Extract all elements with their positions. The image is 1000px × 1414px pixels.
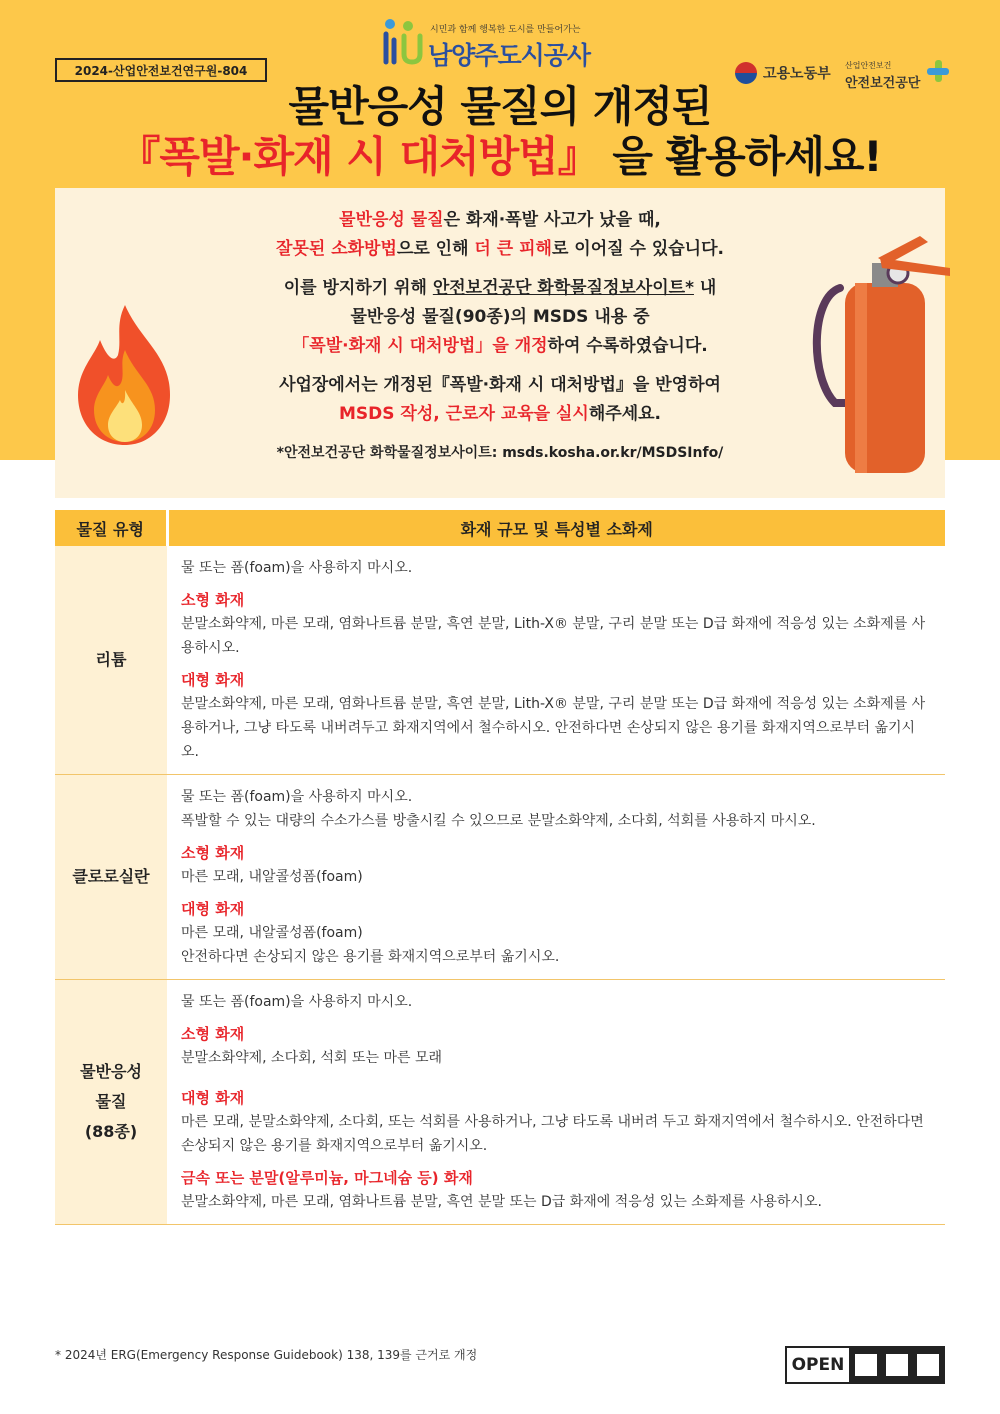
material-type: 리튬 — [55, 546, 167, 775]
metal-fire-heading: 금속 또는 분말(알루미늄, 마그네슘 등) 화재 — [181, 1169, 473, 1187]
partner-name: 고용노동부 — [763, 66, 831, 82]
open-label: OPEN — [787, 1348, 851, 1382]
fire-icon — [70, 300, 180, 450]
intro-text-span: 이를 방지하기 위해 — [283, 278, 433, 298]
kogl-open-badge — [785, 1346, 945, 1384]
intro-text-span: 로 이어질 수 있습니다. — [551, 239, 724, 259]
extinguishing-details — [167, 980, 945, 1225]
large-fire-text: 안전하다면 손상되지 않은 용기를 화재지역으로부터 옮기시오. — [181, 949, 560, 965]
intro-highlight: 더 큰 피해 — [474, 239, 552, 259]
material-type-line: (88종) — [84, 1122, 138, 1141]
license-icons — [851, 1348, 943, 1382]
small-fire-text: 분말소화약제, 마른 모래, 염화나트륨 분말, 흑연 분말, Lith-X® 분말, 구리 분말 또는 D급 화재에 적응성 있는 소화제를 사용하시오. — [181, 616, 926, 656]
noderivs-icon — [917, 1354, 939, 1376]
small-fire-text: 분말소화약제, 소다회, 석회 또는 마른 모래 — [181, 1050, 443, 1066]
site-reference: 안전보건공단 화학물질정보사이트* — [432, 278, 694, 298]
large-fire-heading: 대형 화재 — [181, 900, 245, 918]
small-fire-heading: 소형 화재 — [181, 1025, 245, 1043]
intro-paragraph-2 — [235, 274, 765, 361]
large-fire-heading: 대형 화재 — [181, 1089, 245, 1107]
small-fire-text: 마른 모래, 내알콜성폼(foam) — [181, 869, 363, 885]
attribution-icon — [855, 1354, 877, 1376]
page-title-line1: 물반응성 물질의 개정된 — [288, 82, 712, 131]
intro-paragraph-3 — [235, 371, 765, 429]
warning-text: 물 또는 폼(foam)을 사용하지 마시오. — [181, 994, 413, 1010]
extinguishing-details — [167, 775, 945, 980]
table-row — [55, 775, 945, 980]
large-fire-text: 마른 모래, 분말소화약제, 소다회, 또는 석회를 사용하거나, 그냥 타도록 내버려 두고 화재지역에서 철수하시오. 안전하다면 손상되지 않은 용기를 화재지역으로부터 옮기시오. — [181, 1114, 924, 1154]
large-fire-text: 분말소화약제, 마른 모래, 염화나트륨 분말, 흑연 분말, Lith-X® 분말, 구리 분말 또는 D급 화재에 적응성 있는 소화제를 사용하거나, 그냥 타도록 내버려두고 화재지역에서 철수하시오. 안전하다면 손상되지 않은 용기를 화재지역으로부터 옮기시오. — [181, 696, 926, 760]
table-row — [55, 546, 945, 775]
intro-text-span: 내 — [693, 278, 717, 298]
intro-highlight: MSDS 작성, 근로자 교육을 실시 — [338, 404, 589, 424]
intro-text-span: 은 화재·폭발 사고가 났을 때, — [443, 210, 661, 230]
table-row — [55, 980, 945, 1225]
intro-highlight: 「폭발·화재 시 대처방법」을 개정 — [292, 336, 548, 356]
warning-text: 물 또는 폼(foam)을 사용하지 마시오. — [181, 789, 413, 805]
material-type: 클로로실란 — [55, 775, 167, 980]
material-type — [55, 980, 167, 1225]
document-number: 2024-산업안전보건연구원-804 — [55, 58, 267, 82]
material-type-line: 물반응성 — [80, 1062, 142, 1081]
small-fire-heading: 소형 화재 — [181, 844, 245, 862]
intro-text-span: 하여 수록하였습니다. — [547, 336, 708, 356]
warning-text: 폭발할 수 있는 대량의 수소가스를 방출시킬 수 있으므로 분말소화약제, 소다회, 석회를 사용하지 마시오. — [181, 813, 816, 829]
org-name: 남양주도시공사 — [428, 41, 591, 70]
column-header-agent: 화재 규모 및 특성별 소화제 — [167, 510, 945, 546]
title-highlight: 『폭발·화재 시 대처방법』 — [118, 132, 599, 181]
small-fire-heading: 소형 화재 — [181, 591, 245, 609]
org-logo — [380, 12, 620, 72]
title-tail: 을 활용하세요! — [612, 132, 882, 181]
table-header-row — [55, 510, 945, 546]
footnote: * 2024년 ERG(Emergency Response Guidebook) 138, 139를 근거로 개정 — [55, 1348, 478, 1362]
metal-fire-text: 분말소화약제, 마른 모래, 염화나트륨 분말, 흑연 분말 또는 D급 화재에 적응성 있는 소화제를 사용하시오. — [181, 1194, 822, 1210]
intro-highlight: 잘못된 소화방법 — [276, 239, 397, 259]
material-type-line: 물질 — [95, 1092, 127, 1111]
partner-sub: 산업안전보건 — [845, 61, 892, 70]
extinguishing-details — [167, 546, 945, 775]
intro-text-span: 사업장에서는 개정된『폭발·화재 시 대처방법』을 반영하여 — [279, 375, 721, 395]
intro-text-span: 물반응성 물질(90종)의 MSDS 내용 중 — [350, 307, 650, 327]
page-title-line2 — [0, 124, 1000, 184]
intro-paragraph-1 — [235, 206, 765, 264]
org-slogan: 시민과 함께 행복한 도시를 만들어가는 — [430, 25, 581, 35]
partner-name: 안전보건공단 — [845, 76, 921, 91]
intro-text — [235, 206, 765, 478]
intro-text-span: 으로 인해 — [396, 239, 475, 259]
intro-highlight: 물반응성 물질 — [339, 210, 444, 230]
large-fire-text: 마른 모래, 내알콜성폼(foam) — [181, 925, 363, 941]
column-header-type: 물질 유형 — [55, 510, 167, 546]
warning-text: 물 또는 폼(foam)을 사용하지 마시오. — [181, 560, 413, 576]
large-fire-heading: 대형 화재 — [181, 671, 245, 689]
extinguishing-table — [55, 510, 945, 1225]
fire-extinguisher-icon — [800, 228, 960, 478]
site-note: *안전보건공단 화학물질정보사이트: msds.kosha.or.kr/MSDSInfo/ — [276, 445, 724, 461]
org-logo-icon — [380, 16, 426, 66]
intro-text-span: 해주세요. — [588, 404, 662, 424]
noncommercial-icon — [886, 1354, 908, 1376]
